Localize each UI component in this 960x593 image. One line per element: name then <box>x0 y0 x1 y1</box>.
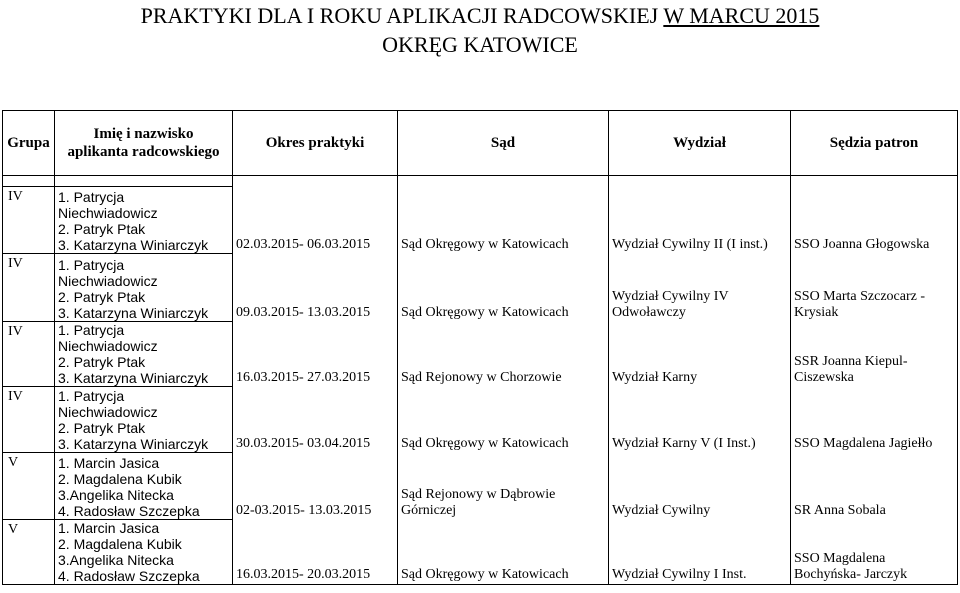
court-cell-line: Górniczej <box>401 502 457 518</box>
patron-cell <box>791 453 958 520</box>
department-cell <box>609 187 791 254</box>
group-cell <box>3 322 55 387</box>
patron-cell <box>791 322 958 387</box>
header-name <box>55 111 233 176</box>
department-cell-line: Wydział Cywilny <box>612 502 711 518</box>
names-cell <box>55 187 233 254</box>
period-cell-line: 02-03.2015- 13.03.2015 <box>236 502 372 518</box>
patron-cell <box>791 387 958 453</box>
spacer-row <box>3 176 958 187</box>
period-cell <box>233 520 398 585</box>
group-cell <box>3 453 55 520</box>
period-cell-line: 30.03.2015- 03.04.2015 <box>236 435 371 451</box>
names-cell <box>55 453 233 520</box>
court-cell-line: Sąd Rejonowy w Dąbrowie <box>401 486 556 502</box>
document-title-line2: OKRĘG KATOWICE <box>382 32 578 57</box>
names-cell-line: 2. Patryk Ptak <box>58 354 146 370</box>
names-cell <box>55 254 233 322</box>
title-text: PRAKTYKI DLA I ROKU APLIKACJI RADCOWSKIEJ <box>140 3 664 28</box>
period-cell-line: 16.03.2015- 27.03.2015 <box>236 369 371 385</box>
department-cell <box>609 322 791 387</box>
court-cell-line: Sąd Rejonowy w Chorzowie <box>401 369 562 385</box>
court-cell <box>398 520 609 585</box>
court-cell <box>398 322 609 387</box>
names-cell-line: 2. Magdalena Kubik <box>58 536 182 552</box>
patron-cell-line: SSO Magdalena Jagiełło <box>794 435 933 451</box>
department-cell <box>609 254 791 322</box>
header-group: Grupa <box>3 111 55 176</box>
names-cell-line: 2. Patryk Ptak <box>58 289 146 305</box>
header-name-line1: Imię i nazwisko <box>93 126 194 142</box>
period-cell <box>233 322 398 387</box>
group-cell <box>3 187 55 254</box>
patron-cell-line: SR Anna Sobala <box>794 502 886 518</box>
names-cell-line: 1. Marcin Jasica <box>58 455 160 471</box>
names-cell-line: 3. Katarzyna Winiarczyk <box>58 436 209 452</box>
patron-cell-line: Krysiak <box>794 304 839 320</box>
department-cell <box>609 387 791 453</box>
names-cell <box>55 520 233 585</box>
table-row <box>3 187 958 254</box>
group-cell-line: V <box>8 522 19 537</box>
period-cell <box>233 187 398 254</box>
names-cell-line: 4. Radosław Szczepka <box>58 568 200 584</box>
names-cell-line: Niechwiadowicz <box>58 338 158 354</box>
group-cell-line: V <box>8 455 19 470</box>
table-row <box>3 387 958 453</box>
department-cell-line: Wydział Karny V (I Inst.) <box>612 435 756 451</box>
department-cell <box>609 453 791 520</box>
names-cell-line: 1. Patrycja <box>58 257 125 273</box>
court-cell <box>398 453 609 520</box>
patron-cell-line: Bochyńska- Jarczyk <box>794 567 908 582</box>
names-cell-line: 1. Patrycja <box>58 189 125 205</box>
document-title-line1 <box>0 2 960 29</box>
names-cell-line: 3. Katarzyna Winiarczyk <box>58 305 209 321</box>
header-period: Okres praktyki <box>233 111 398 176</box>
department-cell-line: Wydział Cywilny IV <box>612 288 729 304</box>
header-name-line2: aplikanta radcowskiego <box>67 144 220 160</box>
header-department: Wydział <box>609 111 791 176</box>
table-row <box>3 453 958 520</box>
group-cell-line: IV <box>8 189 23 204</box>
names-cell-line: 3. Katarzyna Winiarczyk <box>58 370 209 386</box>
group-cell <box>3 520 55 585</box>
patron-cell-line: SSO Magdalena <box>794 551 886 566</box>
period-cell-line: 02.03.2015- 06.03.2015 <box>236 236 371 252</box>
court-cell-line: Sąd Okręgowy w Katowicach <box>401 236 569 252</box>
names-cell <box>55 387 233 453</box>
names-cell-line: 1. Patrycja <box>58 388 125 404</box>
schedule-table <box>2 110 958 585</box>
header-court: Sąd <box>398 111 609 176</box>
court-cell <box>398 187 609 254</box>
names-cell-line: 3.Angelika Nitecka <box>58 487 174 503</box>
department-cell <box>609 520 791 585</box>
patron-cell <box>791 187 958 254</box>
patron-cell-line: Ciszewska <box>794 369 854 385</box>
court-cell <box>398 254 609 322</box>
table-row <box>3 322 958 387</box>
period-cell-line: 16.03.2015- 20.03.2015 <box>236 567 371 582</box>
patron-cell <box>791 520 958 585</box>
patron-cell-line: SSO Marta Szczocarz - <box>794 288 926 304</box>
names-cell-line: Niechwiadowicz <box>58 404 158 420</box>
names-cell-line: 1. Marcin Jasica <box>58 520 160 536</box>
header-row <box>3 111 958 176</box>
court-cell <box>398 387 609 453</box>
patron-cell-line: SSR Joanna Kiepul- <box>794 353 908 369</box>
group-cell-line: IV <box>8 324 23 339</box>
names-cell-line: 2. Patryk Ptak <box>58 221 146 237</box>
names-cell <box>55 322 233 387</box>
group-cell <box>3 387 55 453</box>
group-cell-line: IV <box>8 256 23 271</box>
names-cell-line: 2. Patryk Ptak <box>58 420 146 436</box>
header-patron: Sędzia patron <box>791 111 958 176</box>
names-cell-line: Niechwiadowicz <box>58 205 158 221</box>
period-cell-line: 09.03.2015- 13.03.2015 <box>236 304 371 320</box>
court-cell-line: Sąd Okręgowy w Katowicach <box>401 567 569 582</box>
department-cell-line: Wydział Cywilny II (I inst.) <box>612 236 768 252</box>
department-cell-line: Wydział Cywilny I Inst. <box>612 567 747 582</box>
department-cell-line: Wydział Karny <box>612 369 698 385</box>
period-cell <box>233 387 398 453</box>
patron-cell <box>791 254 958 322</box>
names-cell-line: 4. Radosław Szczepka <box>58 503 200 519</box>
names-cell-line: 3.Angelika Nitecka <box>58 552 174 568</box>
names-cell-line: 1. Patrycja <box>58 322 125 338</box>
patron-cell-line: SSO Joanna Głogowska <box>794 236 930 252</box>
names-cell-line: 3. Katarzyna Winiarczyk <box>58 237 209 253</box>
period-cell <box>233 453 398 520</box>
table-row <box>3 254 958 322</box>
court-cell-line: Sąd Okręgowy w Katowicach <box>401 304 569 320</box>
names-cell-line: 2. Magdalena Kubik <box>58 471 182 487</box>
group-cell <box>3 254 55 322</box>
table-row <box>3 520 958 585</box>
title-month: W MARCU 2015 <box>663 3 820 28</box>
group-cell-line: IV <box>8 389 23 404</box>
names-cell-line: Niechwiadowicz <box>58 273 158 289</box>
department-cell-line: Odwoławczy <box>612 304 686 320</box>
period-cell <box>233 254 398 322</box>
court-cell-line: Sąd Okręgowy w Katowicach <box>401 435 569 451</box>
